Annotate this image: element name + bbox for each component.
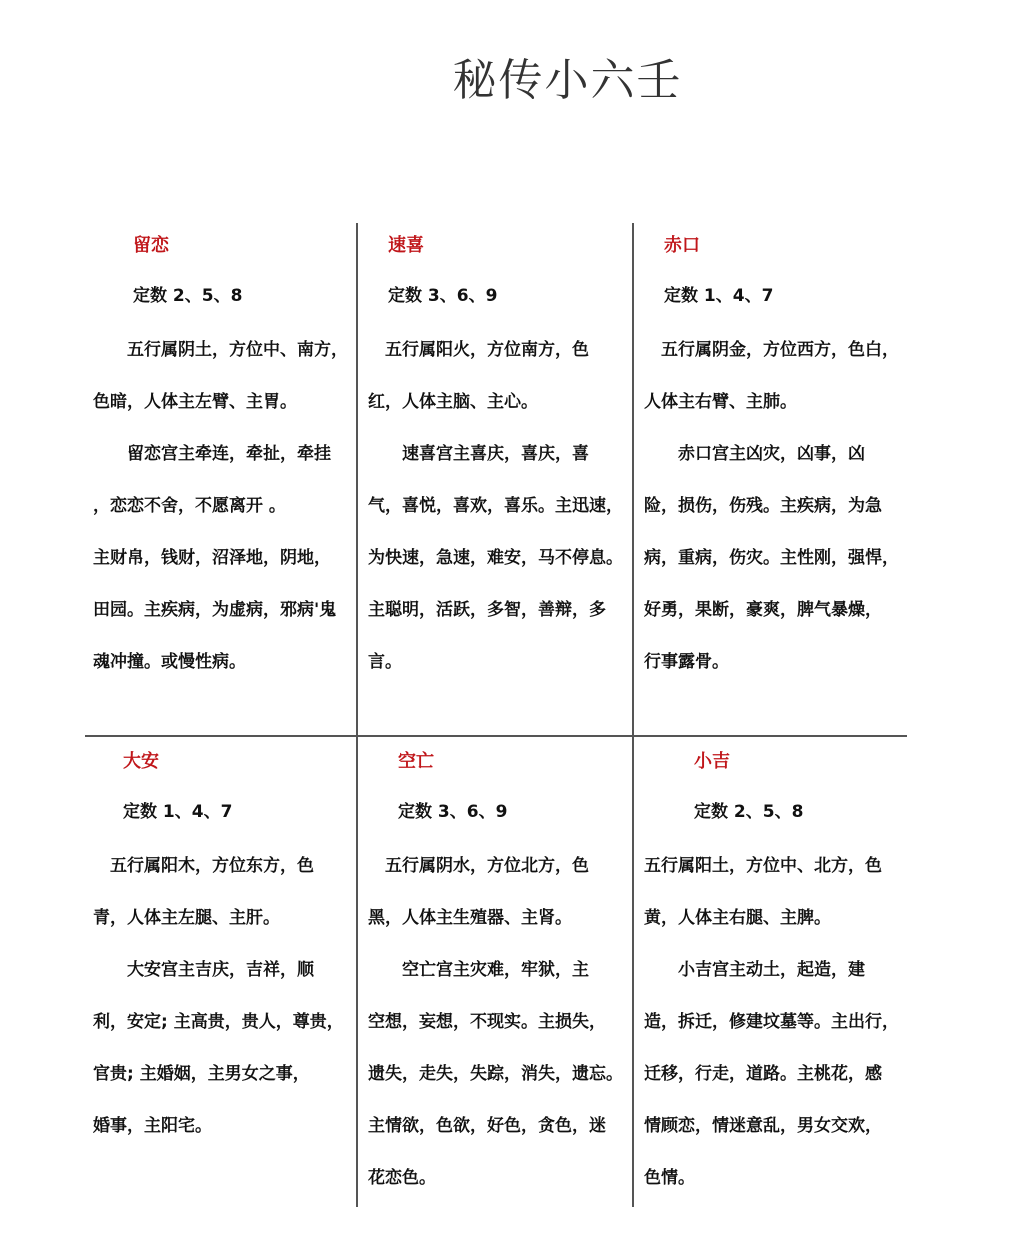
text-line: 五行属阳木，方位东方，色 [93,856,314,876]
text-line: 大安宫主吉庆，吉祥，顺 [93,960,314,980]
text-line: 黑，人体主生殖器、主肾。 [368,908,572,928]
text-line: 色暗，人体主左臂、主胃。 [93,392,297,412]
text-line: 官贵; 主婚姻，主男女之事， [93,1064,310,1084]
text-line: 主聪明，活跃，多智，善辩，多 [368,600,606,620]
text-line: 五行属阳火，方位南方，色 [368,340,589,360]
palace-numbers: 定数 2、5、8 [133,286,243,306]
text-line: 空想，妄想，不现实。主损失， [368,1012,606,1032]
palace-cell-kongwang [368,750,630,1204]
text-line: 遗失，走失，失踪，消失，遗忘。 [368,1064,623,1084]
text-line: 小吉宫主动土，起造，建 [644,960,865,980]
text-line: 五行属阴土，方位中、南方， [93,340,348,360]
text-line: 气，喜悦，喜欢，喜乐。主迅速， [368,496,623,516]
text-line: 主财帛，钱财，沼泽地，阴地， [93,548,331,568]
text-line: 病，重病，伤灾。主性刚，强悍， [644,548,899,568]
text-line: 田园。主疾病，为虚病，邪病'鬼 [93,600,337,620]
palace-name: 留恋 [133,235,169,256]
text-line: 利，安定; 主高贵，贵人，尊贵， [93,1012,344,1032]
text-line: 好勇，果断，豪爽，脾气暴燥， [644,600,882,620]
palace-cell-liulian [93,234,355,688]
divider-vertical-1 [356,223,358,1207]
text-line: 魂冲撞。或慢性病。 [93,652,246,672]
text-line: 花恋色。 [368,1168,436,1188]
palace-cell-suxi [368,234,630,688]
text-line: 造，拆迁，修建坟墓等。主出行， [644,1012,899,1032]
six-palace-grid [85,223,907,1207]
palace-name: 大安 [123,751,159,772]
palace-numbers: 定数 2、5、8 [694,802,804,822]
palace-cell-chikou [644,234,906,688]
palace-numbers: 定数 1、4、7 [664,286,774,306]
text-line: 空亡宫主灾难，牢狱，主 [368,960,589,980]
text-line: 青，人体主左腿、主肝。 [93,908,280,928]
divider-vertical-2 [632,223,634,1207]
text-line: 赤口宫主凶灾，凶事，凶 [644,444,865,464]
palace-name: 赤口 [664,235,700,256]
text-line: 黄，人体主右腿、主脾。 [644,908,831,928]
palace-name: 速喜 [388,235,424,256]
text-line: 留恋宫主牵连，牵扯，牵挂 [93,444,331,464]
page-title: 秘传小六壬 [452,55,683,106]
text-line: 婚事，主阳宅。 [93,1116,212,1136]
text-line: 情顾恋，情迷意乱，男女交欢， [644,1116,882,1136]
text-line: 五行属阴水，方位北方，色 [368,856,589,876]
text-line: 险，损伤，伤残。主疾病，为急 [644,496,882,516]
text-line: 行事露骨。 [644,652,729,672]
text-line: 为快速，急速，难安，马不停息。 [368,548,623,568]
palace-numbers: 定数 3、6、9 [388,286,498,306]
text-line: 速喜宫主喜庆，喜庆，喜 [368,444,589,464]
text-line: 迁移，行走，道路。主桃花，感 [644,1064,882,1084]
palace-name: 空亡 [398,751,434,772]
palace-name: 小吉 [694,751,730,772]
palace-numbers: 定数 1、4、7 [123,802,233,822]
text-line: 色情。 [644,1168,695,1188]
divider-horizontal [85,735,907,737]
palace-numbers: 定数 3、6、9 [398,802,508,822]
text-line: ，恋恋不舍，不愿离开 。 [93,496,286,516]
text-line: 人体主右臂、主肺。 [644,392,797,412]
text-line: 红，人体主脑、主心。 [368,392,538,412]
palace-cell-xiaoji [644,750,906,1204]
palace-cell-daan [93,750,355,1152]
text-line: 五行属阳土，方位中、北方，色 [644,856,882,876]
text-line: 主情欲，色欲，好色，贪色，迷 [368,1116,606,1136]
text-line: 言。 [368,652,402,672]
text-line: 五行属阴金，方位西方，色白， [644,340,899,360]
